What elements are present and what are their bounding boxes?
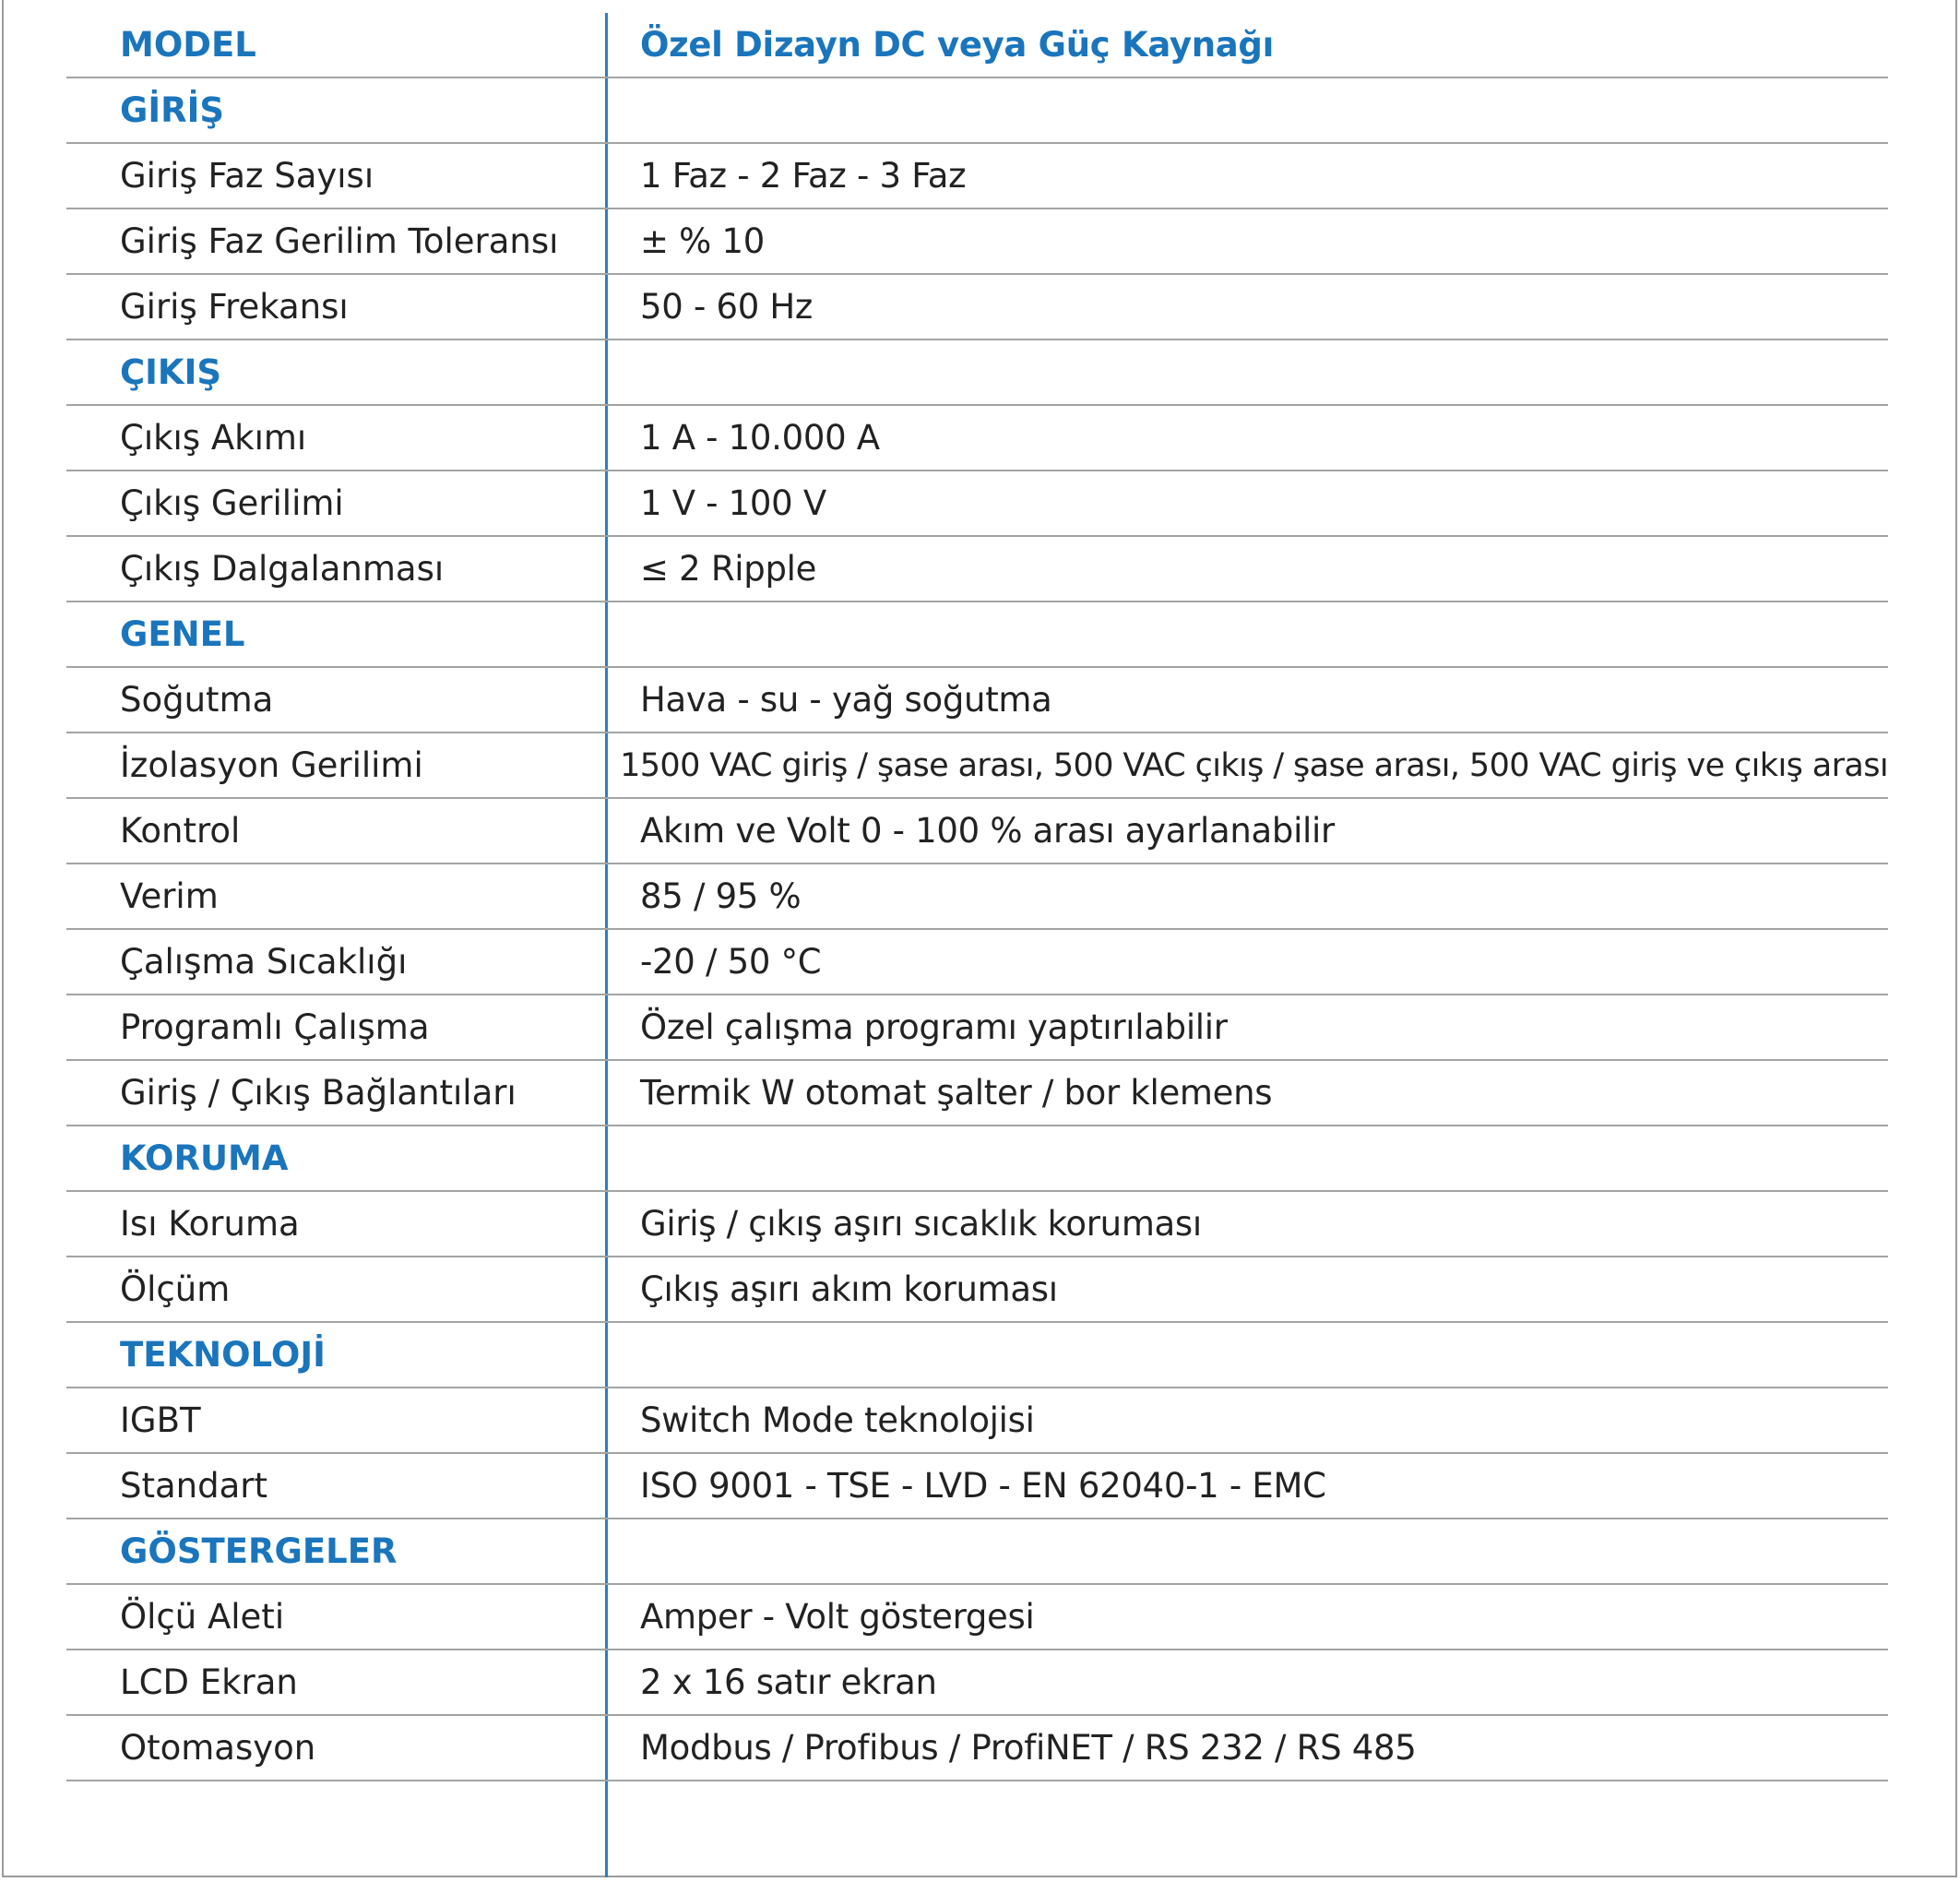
row-label: Çıkış Dalgalanması	[120, 549, 445, 589]
row-value: 1 V - 100 V	[640, 483, 826, 523]
row-value: ISO 9001 - TSE - LVD - EN 62040-1 - EMC	[640, 1466, 1326, 1506]
row-value: Akım ve Volt 0 - 100 % arası ayarlanabilir	[640, 811, 1335, 851]
row-value: Modbus / Profibus / ProfiNET / RS 232 / RS 485	[640, 1728, 1417, 1768]
row-value: 1 Faz - 2 Faz - 3 Faz	[640, 156, 967, 196]
row-label: Çıkış Akımı	[120, 418, 307, 458]
row-label: Giriş / Çıkış Bağlantıları	[120, 1073, 517, 1113]
table-row	[66, 733, 1888, 799]
row-label: Giriş Faz Sayısı	[120, 156, 374, 196]
section-row	[66, 1126, 1888, 1192]
row-label: Giriş Frekansı	[120, 287, 349, 327]
section-row	[66, 1323, 1888, 1388]
row-value: Termik W otomat şalter / bor klemens	[640, 1073, 1273, 1113]
row-value: -20 / 50 °C	[640, 942, 822, 982]
row-label: İzolasyon Gerilimi	[120, 745, 423, 785]
header-value: Özel Dizayn DC veya Güç Kaynağı	[640, 25, 1274, 65]
section-title: GENEL	[120, 614, 245, 654]
table-row	[66, 668, 1888, 733]
row-label: Ölçü Aleti	[120, 1597, 285, 1637]
row-label: Isı Koruma	[120, 1204, 300, 1244]
row-value: 1 A - 10.000 A	[640, 418, 880, 458]
table-row	[66, 275, 1888, 340]
row-label: Ölçüm	[120, 1269, 231, 1309]
row-value: Giriş / çıkış aşırı sıcaklık koruması	[640, 1204, 1202, 1244]
table-row	[66, 1585, 1888, 1650]
row-label: LCD Ekran	[120, 1662, 298, 1702]
table-row	[66, 1192, 1888, 1257]
row-value: Çıkış aşırı akım koruması	[640, 1269, 1058, 1309]
row-label: Otomasyon	[120, 1728, 316, 1768]
row-label: Standart	[120, 1466, 267, 1506]
section-title: GİRİŞ	[120, 90, 225, 130]
table-row	[66, 406, 1888, 471]
row-label: Çıkış Gerilimi	[120, 483, 344, 523]
table-row	[66, 1454, 1888, 1519]
row-label: Programlı Çalışma	[120, 1007, 430, 1047]
row-value: Amper - Volt göstergesi	[640, 1597, 1035, 1637]
table-row	[66, 1388, 1888, 1454]
row-label: Çalışma Sıcaklığı	[120, 942, 408, 982]
row-label: Kontrol	[120, 811, 241, 851]
row-label: Verim	[120, 876, 219, 916]
table-row	[66, 1650, 1888, 1716]
row-value: 2 x 16 satır ekran	[640, 1662, 937, 1702]
row-value: Switch Mode teknolojisi	[640, 1400, 1035, 1440]
table-row	[66, 864, 1888, 930]
table-row	[66, 1061, 1888, 1126]
row-value: Hava - su - yağ soğutma	[640, 680, 1052, 720]
table-row	[66, 209, 1888, 275]
section-title: ÇIKIŞ	[120, 352, 222, 392]
section-title: KORUMA	[120, 1138, 289, 1178]
row-label: IGBT	[120, 1400, 201, 1440]
row-label: Giriş Faz Gerilim Toleransı	[120, 221, 559, 261]
spec-table	[66, 13, 1888, 1781]
table-row	[66, 1257, 1888, 1323]
section-row	[66, 602, 1888, 668]
section-row	[66, 78, 1888, 144]
table-row	[66, 537, 1888, 602]
row-value: Özel çalışma programı yaptırılabilir	[640, 1007, 1228, 1047]
section-title: GÖSTERGELER	[120, 1531, 398, 1571]
row-value: 1500 VAC giriş / şase arası, 500 VAC çıkış / şase arası, 500 VAC giriş ve çıkış arası	[620, 746, 1888, 784]
row-value: 85 / 95 %	[640, 876, 802, 916]
table-row	[66, 995, 1888, 1061]
row-label: Soğutma	[120, 680, 274, 720]
table-row	[66, 471, 1888, 537]
row-value: 50 - 60 Hz	[640, 287, 814, 327]
section-row	[66, 1519, 1888, 1585]
header-row	[66, 13, 1888, 78]
table-row	[66, 1716, 1888, 1781]
section-title: TEKNOLOJİ	[120, 1335, 326, 1375]
table-row	[66, 799, 1888, 864]
section-row	[66, 340, 1888, 406]
row-value: ≤ 2 Ripple	[640, 549, 817, 589]
table-row	[66, 144, 1888, 209]
table-row	[66, 930, 1888, 995]
header-label: MODEL	[120, 25, 256, 65]
row-value: ± % 10	[640, 221, 765, 261]
